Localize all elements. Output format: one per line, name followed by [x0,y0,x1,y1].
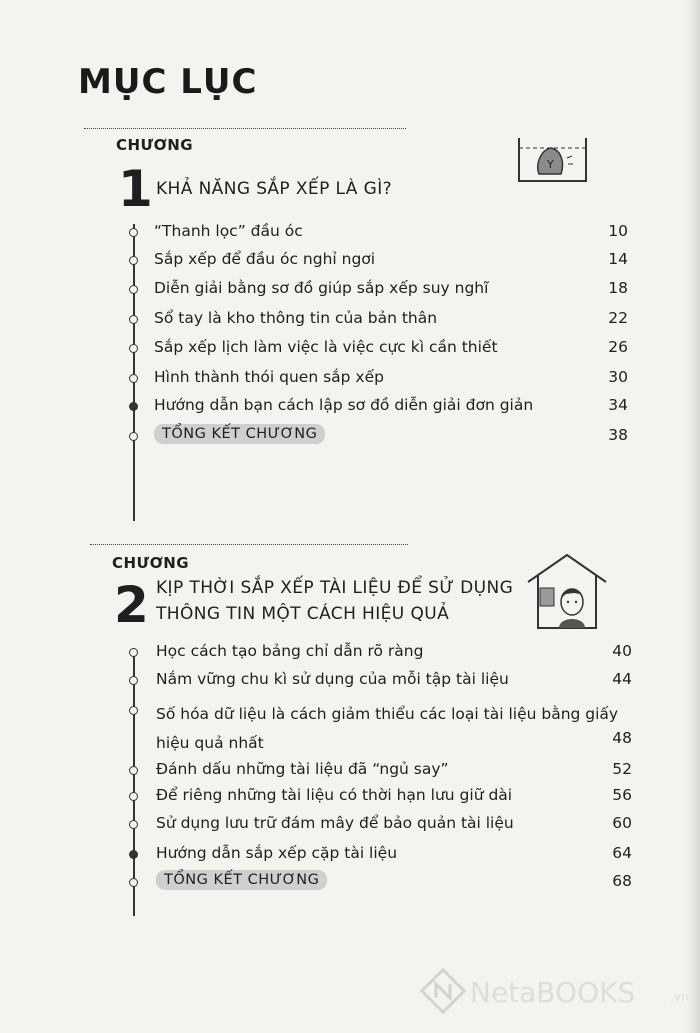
toc-entry [0,840,700,868]
dotted-divider [84,128,406,129]
toc-entry-label: Đánh dấu những tài liệu đã “ngủ say” [156,760,449,778]
toc-entry-label: Hướng dẫn bạn cách lập sơ đồ diễn giải đơn giản [154,396,534,414]
toc-entry [0,756,700,784]
toc-entry [0,638,700,666]
toc-entry-page-number: 30 [608,368,628,386]
toc-entry-page-number: 52 [612,760,632,778]
chapter-2-label: CHƯƠNG [112,554,190,572]
timeline-bullet-icon [129,820,138,829]
timeline-bullet-icon [129,850,138,859]
timeline-bullet-icon [129,228,138,237]
toc-entry-label: Hình thành thói quen sắp xếp [154,368,384,386]
chapter-1-title-line-1: KHẢ NĂNG SẮP XẾP LÀ GÌ? [156,179,393,199]
watermark [420,968,690,1018]
timeline-bullet-icon [129,344,138,353]
timeline-bullet-icon [129,432,138,441]
toc-entry-summary [0,422,700,450]
toc-entry-page-number: 68 [612,872,632,890]
toc-entry-page-number: 60 [612,814,632,832]
toc-entry [0,782,700,810]
toc-entry [0,696,700,752]
chapter-1-number: 1 [118,160,153,218]
timeline-bullet-icon [129,256,138,265]
toc-entry-label: Sử dụng lưu trữ đám mây để bảo quản tài liệu [156,814,514,832]
toc-entry [0,810,700,838]
toc-entry [0,666,700,694]
toc-entry-page-number: 22 [608,309,628,327]
chapter-2-title-line-2: THÔNG TIN MỘT CÁCH HIỆU QUẢ [156,604,450,624]
toc-entry [0,246,700,274]
toc-entry-label: Sắp xếp lịch làm việc là việc cực kì cần thiết [154,338,498,356]
toc-entry-page-number: 10 [608,222,628,240]
toc-entry-page-number: 18 [608,279,628,297]
watermark-brand: NetaBOOKS [470,976,636,1009]
toc-entry-label: Để riêng những tài liệu có thời hạn lưu giữ dài [156,786,513,804]
toc-entry [0,305,700,333]
toc-entry-label: Số hóa dữ liệu là cách giảm thiểu các loại tài liệu bằng giấy hiệu quả nhất [156,705,619,752]
toc-entry-page-number: 14 [608,250,628,268]
watermark-suffix: .vn [670,990,689,1004]
toc-entry [0,364,700,392]
toc-entry-page-number: 48 [612,729,632,747]
toc-entry-label: “Thanh lọc” đầu óc [154,222,303,240]
svg-text:Y: Y [547,158,554,171]
chapter-1-label: CHƯƠNG [116,136,194,154]
toc-entry-page-number: 40 [612,642,632,660]
toc-entry-label: Diễn giải bằng sơ đồ giúp sắp xếp suy nghĩ [154,279,489,297]
chapter-1-title [156,176,392,202]
timeline-bullet-icon [129,878,138,887]
chapter-2-title [156,575,513,627]
toc-entry [0,275,700,303]
timeline-bullet-icon [129,766,138,775]
dotted-divider [90,544,408,545]
timeline-bullet-icon [129,648,138,657]
toc-entry-page-number: 38 [608,426,628,444]
timeline-bullet-icon [129,402,138,411]
house-person-icon [526,552,608,636]
timeline-bullet-icon [129,374,138,383]
toc-entry-label [156,870,327,888]
timeline-bullet-icon [129,285,138,294]
summary-pill: TỔNG KẾT CHƯƠNG [156,870,327,890]
toc-entry [0,218,700,246]
chapter-2-title-line-1: KỊP THỜI SẮP XẾP TÀI LIỆU ĐỂ SỬ DỤNG [156,578,514,598]
timeline-bullet-icon [129,706,138,715]
toc-entry-label: Học cách tạo bảng chỉ dẫn rõ ràng [156,642,424,660]
stone-in-box-icon [517,136,589,188]
page-title: MỤC LỤC [78,62,258,102]
toc-entry-page-number: 26 [608,338,628,356]
toc-entry-label: Hướng dẫn sắp xếp cặp tài liệu [156,844,398,862]
toc-entry-label: Sắp xếp để đầu óc nghỉ ngơi [154,250,376,268]
toc-entry-label: Sổ tay là kho thông tin của bản thân [154,309,438,327]
timeline-bullet-icon [129,676,138,685]
toc-entry-page-number: 34 [608,396,628,414]
netabooks-logo-icon [420,968,466,1014]
toc-entry [0,392,700,420]
toc-entry-label [154,424,325,442]
toc-entry-summary [0,868,700,896]
toc-entry [0,334,700,362]
toc-entry-page-number: 64 [612,844,632,862]
toc-entry-label: Nắm vững chu kì sử dụng của mỗi tập tài liệu [156,670,509,688]
chapter-2-number: 2 [114,576,149,634]
summary-pill: TỔNG KẾT CHƯƠNG [154,424,325,444]
timeline-bullet-icon [129,792,138,801]
toc-entry-page-number: 44 [612,670,632,688]
timeline-bullet-icon [129,315,138,324]
toc-entry-page-number: 56 [612,786,632,804]
